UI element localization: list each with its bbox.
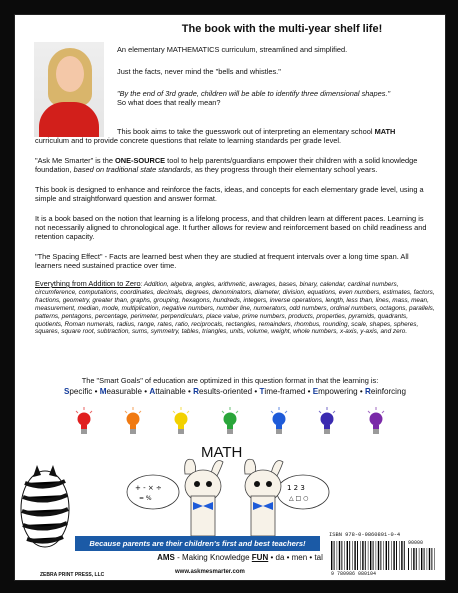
smart-goals-list bbox=[35, 387, 435, 396]
barcode-bar bbox=[386, 541, 387, 570]
isbn-barcode bbox=[329, 532, 437, 578]
light-bulb-icon bbox=[124, 407, 142, 437]
barcode-bar bbox=[331, 541, 332, 570]
barcode-bars bbox=[331, 541, 406, 570]
smart-goal-item: Empowering bbox=[312, 387, 358, 396]
light-bulb-icon bbox=[367, 407, 385, 437]
aims-paragraph-cont: curriculum and to provide concrete questions that relate to learning standards per grade level. bbox=[35, 136, 342, 145]
barcode-bar bbox=[396, 541, 397, 570]
light-bulb-icon bbox=[270, 407, 288, 437]
topics-list: : Addition, algebra, angles, arithmetic, averages, bases, binary, calendar, cardinal numbers, circumference, computations, coordinates, decimals, degrees, denominators, diameter, division, equations, even numbers, estimates, factors, fractions, geometry, greater than, graphs, grouping, hexagons, hundreds, integers, inverse operations, length, less than, lines, mass, mean, measurement, median, mode, multiplication, negative numbers, number line, numerators, odd numbers, ordinal numbers, octagons, parallels, patterns, pentagons, percentage, perimeter, perpendiculars, place value, prime numbers, products, properties, pyramids, quadrants, quotients, Roman numerals, radius, range, rates, ratio, reciprocals, rectangles, remainders, rhombus, rounding, scale, shapes, spheres, squares, square root, subtraction, sums, symmetry, tables, triangles, units, volume, weight, whole numbers, x-axis, y-axis, and zero. bbox=[35, 281, 435, 336]
barcode-bar bbox=[357, 541, 358, 570]
barcode-bar bbox=[360, 541, 361, 570]
barcode-bar bbox=[383, 541, 384, 570]
math-label: MATH bbox=[201, 444, 243, 461]
lifelong-paragraph: It is a book based on the notion that learning is a lifelong process, and that children learn at different paces. Learning is not necessarily aligned to chronological age. It further allows for review and reinforcement based on child readiness and retention capacity. bbox=[35, 214, 427, 242]
barcode-bar bbox=[421, 548, 422, 570]
smart-goal-item: Attainable bbox=[149, 387, 186, 396]
barcode-bar bbox=[424, 548, 425, 570]
barcode-bar bbox=[347, 541, 348, 570]
light-bulb-icon bbox=[221, 407, 239, 437]
goal-separator: • bbox=[185, 387, 194, 396]
intro-line-2: Just the facts, never mind the "bells and whistles." bbox=[117, 67, 281, 76]
barcode-bar bbox=[378, 541, 379, 570]
topics-paragraph bbox=[35, 280, 435, 336]
barcode-bar bbox=[404, 541, 405, 570]
barcode-bar bbox=[413, 548, 414, 570]
intro-line-1: An elementary MATHEMATICS curriculum, streamlined and simplified. bbox=[117, 45, 348, 54]
topics-heading: Everything from Addition to Zero bbox=[35, 279, 141, 288]
light-bulb-icon bbox=[75, 407, 93, 437]
barcode-bar bbox=[362, 541, 363, 570]
barcode-bar bbox=[376, 541, 377, 570]
light-bulbs-row bbox=[75, 407, 385, 442]
goal-separator: • bbox=[357, 387, 366, 396]
barcode-bar bbox=[373, 541, 374, 570]
ams-tagline: AMS - Making Knowledge FUN • da • men • tal bbox=[157, 553, 323, 562]
barcode-bar bbox=[344, 541, 345, 570]
svg-text:+ - × ÷: + - × ÷ bbox=[135, 484, 162, 492]
back-cover bbox=[14, 14, 446, 581]
smart-goal-item: Reinforcing bbox=[365, 387, 406, 396]
goal-separator: • bbox=[305, 387, 313, 396]
price-code: 90000 bbox=[408, 540, 424, 546]
barcode-bar bbox=[370, 541, 371, 570]
barcode-bar bbox=[334, 541, 335, 570]
barcode-bar bbox=[391, 541, 392, 570]
svg-text:△ □ ○: △ □ ○ bbox=[289, 495, 309, 502]
barcode-bar bbox=[388, 541, 389, 570]
barcode-bar bbox=[416, 548, 417, 570]
barcode-bar bbox=[434, 548, 435, 570]
barcode-bar bbox=[368, 541, 369, 570]
spacing-paragraph: "The Spacing Effect" - Facts are learned best when they are studied at frequent intervals over a long time span. All learners need sustained practice over time. bbox=[35, 252, 409, 271]
website-url: www.askmesmarter.com bbox=[175, 569, 245, 575]
barcode-bar bbox=[411, 548, 412, 570]
barcode-bar bbox=[408, 548, 409, 570]
barcode-bar bbox=[354, 541, 355, 570]
smart-goal-item: Time-framed bbox=[259, 387, 306, 396]
publisher-name: ZEBRA PRINT PRESS, LLC bbox=[40, 572, 105, 578]
barcode-number: 9 780986 080104 bbox=[331, 571, 377, 577]
svg-text:1 2 3: 1 2 3 bbox=[287, 484, 305, 492]
barcode-bar bbox=[349, 541, 350, 570]
barcode-bar bbox=[337, 541, 338, 570]
ask-paragraph: "Ask Me Smarter" is the ONE-SOURCE tool to help parents/guardians empower their children with a solid knowledge foundation, based on traditional state standards, as they progress through their elementary school years. bbox=[35, 156, 418, 175]
barcode-bar bbox=[352, 541, 353, 570]
llama-illustration bbox=[123, 454, 333, 536]
goal-separator: • bbox=[92, 387, 100, 396]
barcode-bar bbox=[380, 541, 381, 570]
barcode-bar bbox=[341, 541, 342, 570]
barcode-bar bbox=[429, 548, 430, 570]
barcode-bar bbox=[339, 541, 340, 570]
author-photo bbox=[34, 42, 104, 137]
addon-barcode-bars bbox=[408, 548, 435, 570]
light-bulb-icon bbox=[318, 407, 336, 437]
zebra-logo bbox=[15, 461, 75, 563]
goal-separator: • bbox=[252, 387, 260, 396]
smart-goal-item: Results-oriented bbox=[193, 387, 253, 396]
barcode-bar bbox=[419, 548, 420, 570]
cover-title: The book with the multi-year shelf life! bbox=[181, 23, 383, 35]
isbn-text: ISBN 978-0-9860801-0-4 bbox=[329, 532, 401, 538]
barcode-bar bbox=[399, 541, 400, 570]
svg-text:= %: = % bbox=[139, 495, 152, 502]
aims-paragraph: This book aims to take the guesswork out of interpreting an elementary school MATH bbox=[117, 127, 396, 136]
smart-goal-item: Measurable bbox=[99, 387, 142, 396]
barcode-bar bbox=[401, 541, 402, 570]
tagline-banner: Because parents are their children's first and best teachers! bbox=[75, 536, 320, 551]
light-bulb-icon bbox=[172, 407, 190, 437]
barcode-bar bbox=[365, 541, 366, 570]
designed-paragraph: This book is designed to enhance and reinforce the facts, ideas, and concepts for each elementary grade level, using a simple and straightforward question and answer format. bbox=[35, 185, 424, 204]
quote-text: "By the end of 3rd grade, children will be able to identify three dimensional shapes." bbox=[117, 89, 391, 98]
barcode-bar bbox=[393, 541, 394, 570]
goal-separator: • bbox=[142, 387, 150, 396]
barcode-bar bbox=[431, 548, 432, 570]
quote-block bbox=[117, 89, 435, 107]
smart-goal-item: Specific bbox=[63, 387, 93, 396]
barcode-bar bbox=[427, 548, 428, 570]
smart-goals-heading: The "Smart Goals" of education are optimized in this question format in that the learning is: bbox=[81, 376, 379, 385]
quote-follow: So what does that really mean? bbox=[117, 98, 221, 108]
